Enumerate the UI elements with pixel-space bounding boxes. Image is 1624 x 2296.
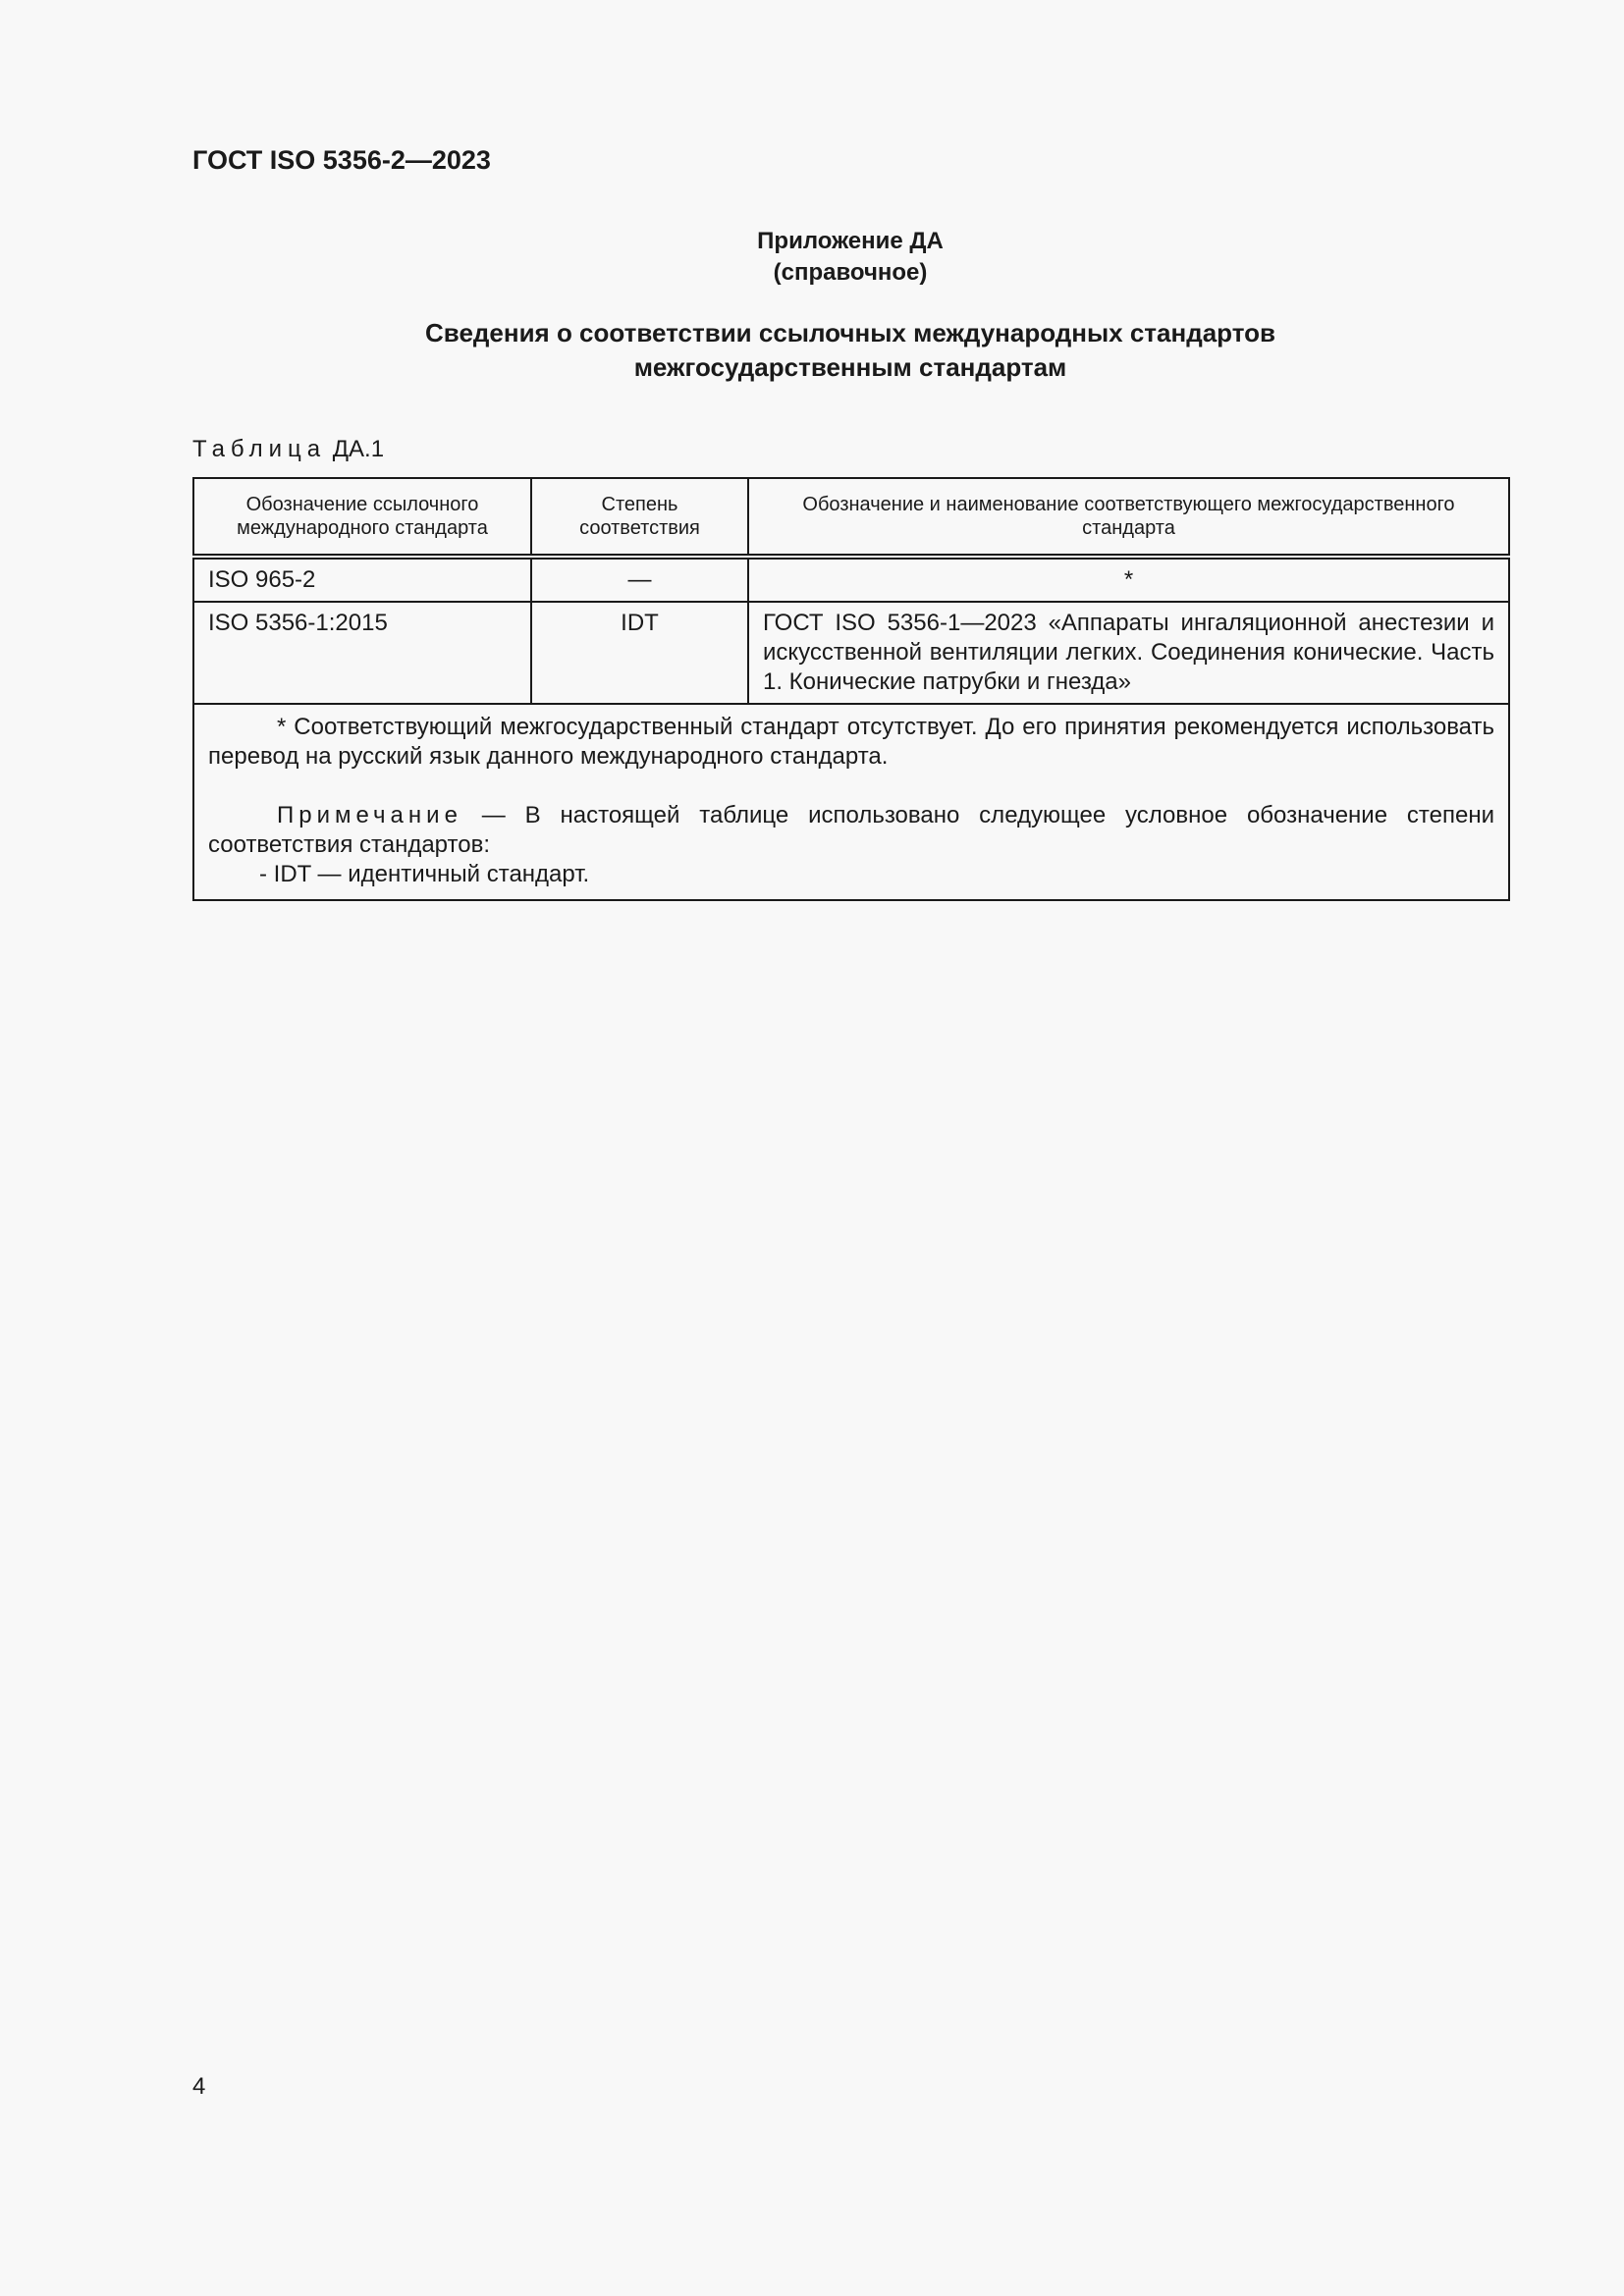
note-label: Примечание (277, 802, 462, 828)
table-row (193, 557, 1509, 602)
note-text: — В настоящей таблице использовано следующее условное обозначение степени соответствия стандартов: (208, 802, 1494, 858)
table-notes (193, 704, 1509, 900)
appendix-title: Приложение ДА (757, 228, 944, 254)
correspondence-table (192, 477, 1510, 901)
note-list-item: - IDT — идентичный стандарт. (259, 861, 590, 887)
header-degree: Степень соответствия (531, 478, 748, 557)
table-caption-number: ДА.1 (332, 436, 385, 462)
page-number: 4 (192, 2073, 206, 2100)
table-notes-row (193, 704, 1509, 900)
header-national-standard: Обозначение и наименование соответствующего межгосударственного стандарта (748, 478, 1509, 557)
main-title-line-1: Сведения о соответствии ссылочных международных стандартов (425, 318, 1275, 347)
cell-degree: IDT (531, 602, 748, 704)
cell-reference-standard: ISO 5356-1:2015 (193, 602, 531, 704)
appendix-subtitle: (справочное) (773, 259, 928, 286)
table-caption-word: Таблица (192, 436, 327, 462)
cell-reference-standard: ISO 965-2 (193, 557, 531, 602)
document-code: ГОСТ ISO 5356-2—2023 (192, 145, 491, 175)
correspondence-table-container (192, 477, 1508, 901)
main-title (192, 316, 1508, 385)
appendix-heading (192, 226, 1508, 289)
table-row (193, 602, 1509, 704)
cell-national-standard: * (748, 557, 1509, 602)
main-title-line-2: межгосударственным стандартам (633, 352, 1067, 382)
cell-degree: — (531, 557, 748, 602)
header-reference-standard: Обозначение ссылочного международного стандарта (193, 478, 531, 557)
table-caption (192, 436, 384, 463)
table-note (208, 801, 1494, 860)
table-footnote: * Соответствующий межгосударственный стандарт отсутствует. До его принятия рекомендуется использовать перевод на русский язык данного международного стандарта. (208, 714, 1494, 770)
cell-national-standard: ГОСТ ISO 5356-1—2023 «Аппараты ингаляционной анестезии и искусственной вентиляции легких. Соединения конические. Часть 1. Конические патрубки и гнезда» (748, 602, 1509, 704)
table-header-row (193, 478, 1509, 557)
